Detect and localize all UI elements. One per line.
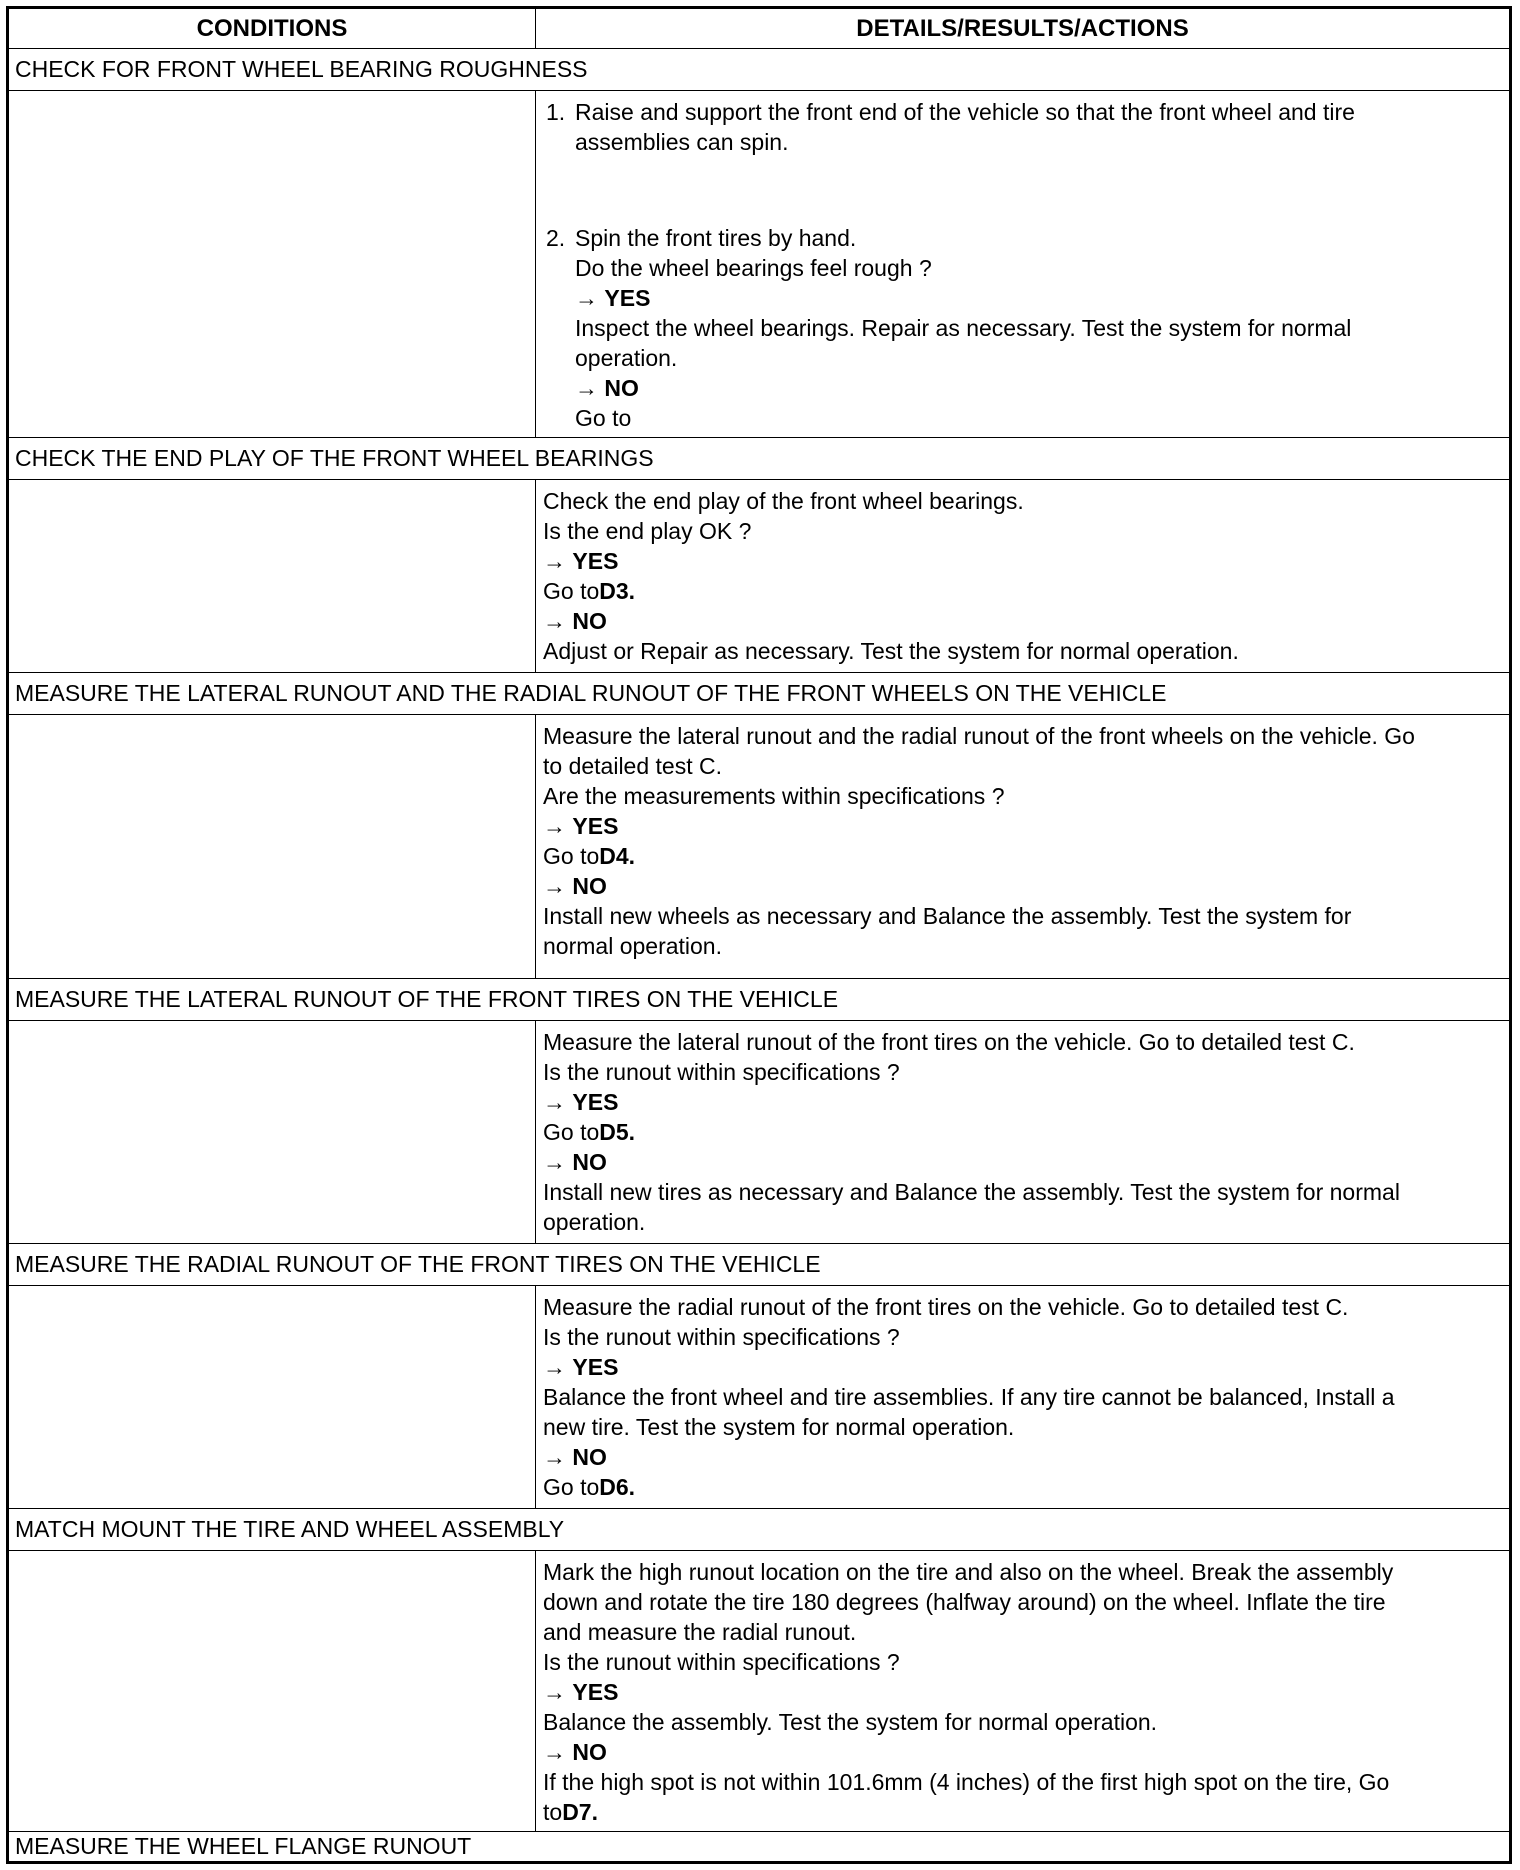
step-1-body <box>9 91 1509 438</box>
text-line: Balance the assembly. Test the system for normal operation. <box>543 1709 1158 1735</box>
text-line: normal operation. <box>543 933 722 959</box>
arrow-right-icon: → <box>543 1444 566 1470</box>
text-line: Measure the lateral runout of the front tires on the vehicle. Go to detailed test C. <box>543 1029 1355 1055</box>
details-cell <box>536 1551 1509 1831</box>
yes-label: → YES <box>543 813 619 839</box>
goto-line: Go toD4. <box>543 843 636 869</box>
question-text: Is the end play OK ? <box>543 518 752 544</box>
step-title-row <box>9 1509 1509 1551</box>
no-label: → NO <box>543 1444 607 1470</box>
conditions-cell <box>9 480 536 672</box>
text-line: Measure the radial runout of the front tires on the vehicle. Go to detailed test C. <box>543 1294 1349 1320</box>
conditions-column-header: CONDITIONS <box>9 9 536 48</box>
goto-reference: D7. <box>562 1799 598 1825</box>
text-line: Mark the high runout location on the tire and also on the wheel. Break the assembly <box>543 1559 1394 1585</box>
step-title-row <box>9 979 1509 1021</box>
goto-reference: D5. <box>599 1119 636 1145</box>
text-line: 1. Raise and support the front end of the vehicle so that the front wheel and tire <box>546 99 1355 125</box>
arrow-right-icon: → <box>543 1089 566 1115</box>
step-title-row <box>9 1244 1509 1286</box>
details-cell <box>536 91 1509 437</box>
goto-line: toD7. <box>543 1799 598 1825</box>
step-4-title: MEASURE THE LATERAL RUNOUT OF THE FRONT TIRES ON THE VEHICLE <box>15 986 839 1012</box>
details-cell <box>536 715 1509 978</box>
text-line: Adjust or Repair as necessary. Test the system for normal operation. <box>543 638 1239 664</box>
details-cell <box>536 1286 1509 1508</box>
details-column-header: DETAILS/RESULTS/ACTIONS <box>856 14 1189 42</box>
question-text: Is the runout within specifications ? <box>543 1649 900 1675</box>
text-line: Install new wheels as necessary and Balance the assembly. Test the system for <box>543 903 1352 929</box>
text-line: Go to <box>575 405 632 431</box>
conditions-cell <box>9 1286 536 1508</box>
step-6-title: MATCH MOUNT THE TIRE AND WHEEL ASSEMBLY <box>15 1516 565 1542</box>
text-line: operation. <box>575 345 678 371</box>
goto-line: Go toD3. <box>543 578 636 604</box>
text-line: down and rotate the tire 180 degrees (halfway around) on the wheel. Inflate the tire <box>543 1589 1386 1615</box>
text-line: If the high spot is not within 101.6mm (4 inches) of the first high spot on the tire, Go <box>543 1769 1390 1795</box>
question-text: Is the runout within specifications ? <box>543 1059 900 1085</box>
text-line: Measure the lateral runout and the radial runout of the front wheels on the vehicle. Go <box>543 723 1415 749</box>
arrow-right-icon: → <box>543 1354 566 1380</box>
yes-label: → YES <box>543 1089 619 1115</box>
step-2-body <box>9 480 1509 673</box>
details-cell <box>536 480 1509 672</box>
question-text: Are the measurements within specifications ? <box>543 783 1005 809</box>
arrow-right-icon: → <box>543 1679 566 1705</box>
no-label: → NO <box>543 608 607 634</box>
arrow-right-icon: → <box>543 873 566 899</box>
goto-reference: D3. <box>599 578 636 604</box>
goto-line: Go toD6. <box>543 1474 636 1500</box>
arrow-right-icon: → <box>543 1149 566 1175</box>
text-line: Check the end play of the front wheel bearings. <box>543 488 1024 514</box>
yes-label: → YES <box>575 285 651 311</box>
diagnostic-table <box>6 6 1512 1864</box>
goto-reference: D4. <box>599 843 636 869</box>
conditions-cell <box>9 1021 536 1243</box>
arrow-right-icon: → <box>543 548 566 574</box>
text-line: Balance the front wheel and tire assemblies. If any tire cannot be balanced, Install a <box>543 1384 1395 1410</box>
goto-line: Go toD5. <box>543 1119 636 1145</box>
step-title-row <box>9 438 1509 480</box>
goto-reference: D6. <box>599 1474 636 1500</box>
question-text: Is the runout within specifications ? <box>543 1324 900 1350</box>
table-header-row <box>9 9 1509 49</box>
text-line: operation. <box>543 1209 646 1235</box>
step-3-body <box>9 715 1509 979</box>
step-5-title: MEASURE THE RADIAL RUNOUT OF THE FRONT TIRES ON THE VEHICLE <box>15 1251 821 1277</box>
details-cell <box>536 1021 1509 1243</box>
arrow-right-icon: → <box>575 375 598 401</box>
no-label: → NO <box>543 873 607 899</box>
step-6-body <box>9 1551 1509 1832</box>
arrow-right-icon: → <box>575 285 598 311</box>
yes-label: → YES <box>543 1354 619 1380</box>
step-5-body <box>9 1286 1509 1509</box>
arrow-right-icon: → <box>543 1739 566 1765</box>
text-line: assemblies can spin. <box>575 129 789 155</box>
text-line: and measure the radial runout. <box>543 1619 857 1645</box>
text-line: Install new tires as necessary and Balance the assembly. Test the system for normal <box>543 1179 1400 1205</box>
no-label: → NO <box>575 375 639 401</box>
spacer <box>546 157 1499 223</box>
step-2-title: CHECK THE END PLAY OF THE FRONT WHEEL BEARINGS <box>15 445 654 471</box>
text-line: new tire. Test the system for normal operation. <box>543 1414 1015 1440</box>
yes-label: → YES <box>543 548 619 574</box>
step-title-row <box>9 673 1509 715</box>
step-3-title: MEASURE THE LATERAL RUNOUT AND THE RADIAL RUNOUT OF THE FRONT WHEELS ON THE VEHICLE <box>15 680 1167 706</box>
step-title-row <box>9 49 1509 91</box>
conditions-cell <box>9 715 536 978</box>
arrow-right-icon: → <box>543 813 566 839</box>
step-1-title: CHECK FOR FRONT WHEEL BEARING ROUGHNESS <box>15 56 588 82</box>
text-line: to detailed test C. <box>543 753 722 779</box>
conditions-cell <box>9 1551 536 1831</box>
no-label: → NO <box>543 1149 607 1175</box>
step-title-row <box>9 1832 1509 1861</box>
text-line: 2. Spin the front tires by hand. <box>546 225 857 251</box>
conditions-cell <box>9 91 536 437</box>
yes-label: → YES <box>543 1679 619 1705</box>
step-7-title: MEASURE THE WHEEL FLANGE RUNOUT <box>15 1833 472 1859</box>
step-4-body <box>9 1021 1509 1244</box>
question-text: Do the wheel bearings feel rough ? <box>575 255 932 281</box>
arrow-right-icon: → <box>543 608 566 634</box>
text-line: Inspect the wheel bearings. Repair as necessary. Test the system for normal <box>575 315 1352 341</box>
no-label: → NO <box>543 1739 607 1765</box>
